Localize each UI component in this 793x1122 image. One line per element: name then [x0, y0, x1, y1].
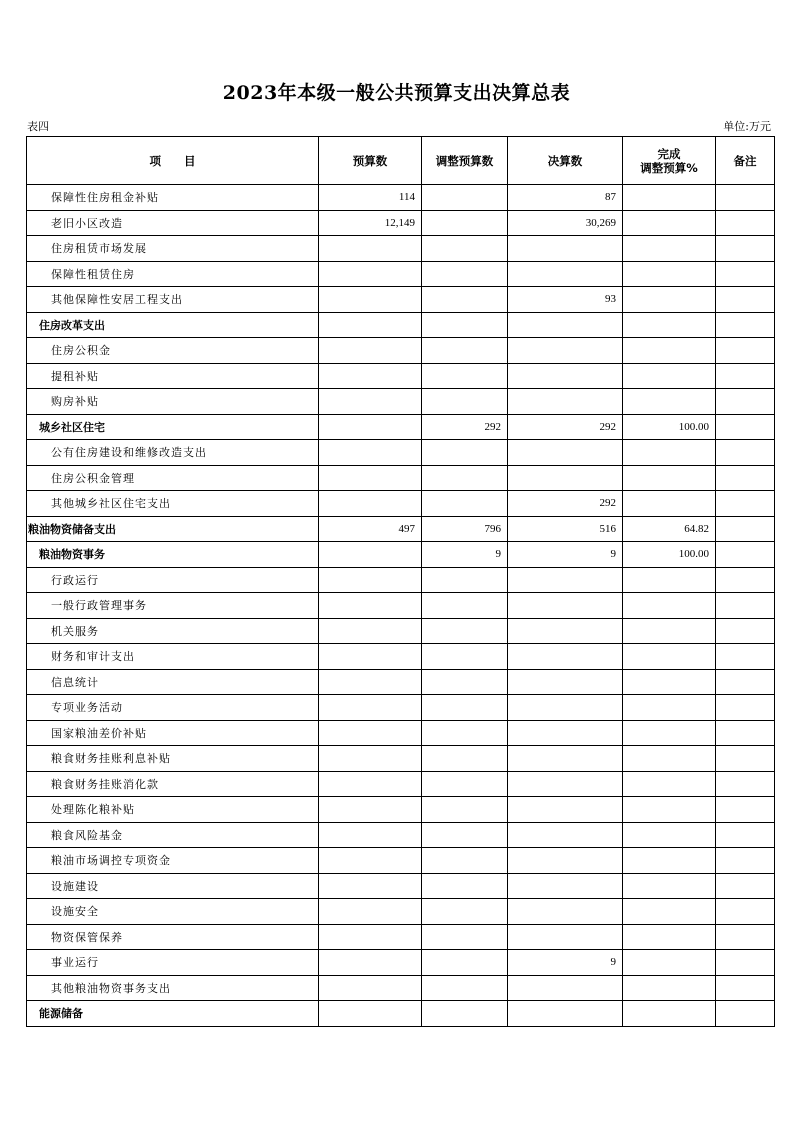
budget-cell	[319, 797, 422, 823]
unit-label: 单位:万元	[723, 120, 771, 133]
remark-cell	[716, 797, 775, 823]
final-account-cell	[508, 312, 623, 338]
remark-cell	[716, 848, 775, 874]
item-name-cell: 保障性租赁住房	[27, 261, 319, 287]
item-name-cell: 国家粮油差价补贴	[27, 720, 319, 746]
completion-rate-cell	[623, 899, 716, 925]
completion-rate-cell: 64.82	[623, 516, 716, 542]
adjusted-budget-cell	[422, 261, 508, 287]
adjusted-budget-cell	[422, 797, 508, 823]
item-name-cell: 公有住房建设和维修改造支出	[27, 440, 319, 466]
completion-rate-cell	[623, 695, 716, 721]
completion-rate-cell: 100.00	[623, 542, 716, 568]
remark-cell	[716, 287, 775, 313]
budget-cell	[319, 720, 422, 746]
item-name-cell: 粮油物资事务	[27, 542, 319, 568]
completion-rate-cell	[623, 950, 716, 976]
budget-cell	[319, 1001, 422, 1027]
budget-cell	[319, 363, 422, 389]
remark-cell	[716, 210, 775, 236]
completion-rate-cell	[623, 848, 716, 874]
budget-cell	[319, 465, 422, 491]
table-row	[27, 389, 775, 415]
final-account-cell	[508, 924, 623, 950]
item-name-cell: 事业运行	[27, 950, 319, 976]
final-account-cell	[508, 695, 623, 721]
remark-cell	[716, 491, 775, 517]
budget-cell	[319, 593, 422, 619]
completion-rate-cell	[623, 312, 716, 338]
completion-rate-cell	[623, 185, 716, 211]
item-name-cell: 其他粮油物资事务支出	[27, 975, 319, 1001]
final-account-cell	[508, 363, 623, 389]
item-name-cell: 机关服务	[27, 618, 319, 644]
adjusted-budget-cell	[422, 236, 508, 262]
header-adjusted-budget: 调整预算数	[422, 137, 508, 185]
table-row	[27, 822, 775, 848]
adjusted-budget-cell	[422, 465, 508, 491]
item-name-cell: 住房改革支出	[27, 312, 319, 338]
table-row	[27, 542, 775, 568]
adjusted-budget-cell	[422, 771, 508, 797]
item-name-cell: 一般行政管理事务	[27, 593, 319, 619]
header-row	[27, 137, 775, 185]
remark-cell	[716, 414, 775, 440]
final-account-cell	[508, 593, 623, 619]
remark-cell	[716, 618, 775, 644]
table-row	[27, 899, 775, 925]
item-name-cell: 粮食财务挂账消化款	[27, 771, 319, 797]
budget-cell	[319, 414, 422, 440]
remark-cell	[716, 695, 775, 721]
item-name-cell: 老旧小区改造	[27, 210, 319, 236]
item-name-cell: 城乡社区住宅	[27, 414, 319, 440]
adjusted-budget-cell: 292	[422, 414, 508, 440]
table-row	[27, 287, 775, 313]
final-account-cell	[508, 440, 623, 466]
adjusted-budget-cell	[422, 312, 508, 338]
table-row	[27, 593, 775, 619]
budget-cell: 114	[319, 185, 422, 211]
final-account-cell	[508, 771, 623, 797]
budget-cell	[319, 236, 422, 262]
final-account-cell	[508, 567, 623, 593]
final-account-cell	[508, 720, 623, 746]
completion-rate-cell	[623, 924, 716, 950]
table-row	[27, 618, 775, 644]
adjusted-budget-cell	[422, 950, 508, 976]
final-account-cell: 292	[508, 414, 623, 440]
budget-cell	[319, 924, 422, 950]
completion-rate-cell	[623, 669, 716, 695]
remark-cell	[716, 975, 775, 1001]
final-account-cell	[508, 644, 623, 670]
budget-cell: 497	[319, 516, 422, 542]
adjusted-budget-cell	[422, 975, 508, 1001]
table-row	[27, 771, 775, 797]
adjusted-budget-cell	[422, 1001, 508, 1027]
completion-rate-cell	[623, 593, 716, 619]
final-account-cell	[508, 669, 623, 695]
budget-cell	[319, 950, 422, 976]
completion-rate-cell	[623, 363, 716, 389]
table-row	[27, 924, 775, 950]
remark-cell	[716, 899, 775, 925]
budget-cell	[319, 822, 422, 848]
remark-cell	[716, 185, 775, 211]
header-completion-line1: 完成	[657, 146, 681, 161]
item-name-cell: 物资保管保养	[27, 924, 319, 950]
final-account-cell	[508, 618, 623, 644]
header-item: 项 目	[27, 137, 319, 185]
completion-rate-cell	[623, 771, 716, 797]
completion-rate-cell	[623, 975, 716, 1001]
final-account-cell	[508, 465, 623, 491]
budget-cell	[319, 771, 422, 797]
budget-cell	[319, 746, 422, 772]
item-name-cell: 行政运行	[27, 567, 319, 593]
item-name-cell: 能源储备	[27, 1001, 319, 1027]
table-row	[27, 975, 775, 1001]
final-account-cell	[508, 797, 623, 823]
final-account-cell	[508, 975, 623, 1001]
budget-cell	[319, 873, 422, 899]
final-account-cell	[508, 338, 623, 364]
table-number: 表四	[27, 120, 49, 133]
header-final-account: 决算数	[508, 137, 623, 185]
remark-cell	[716, 669, 775, 695]
final-account-cell: 9	[508, 542, 623, 568]
header-remark: 备注	[716, 137, 775, 185]
final-account-cell	[508, 389, 623, 415]
item-name-cell: 购房补贴	[27, 389, 319, 415]
item-name-cell: 住房租赁市场发展	[27, 236, 319, 262]
completion-rate-cell	[623, 618, 716, 644]
budget-cell	[319, 695, 422, 721]
completion-rate-cell: 100.00	[623, 414, 716, 440]
adjusted-budget-cell	[422, 695, 508, 721]
remark-cell	[716, 950, 775, 976]
budget-cell: 12,149	[319, 210, 422, 236]
remark-cell	[716, 236, 775, 262]
header-completion-line2: 调整预算%	[640, 160, 698, 175]
item-name-cell: 专项业务活动	[27, 695, 319, 721]
completion-rate-cell	[623, 210, 716, 236]
completion-rate-cell	[623, 465, 716, 491]
table-row	[27, 210, 775, 236]
header-completion-rate	[623, 137, 716, 185]
adjusted-budget-cell	[422, 389, 508, 415]
table-row	[27, 491, 775, 517]
item-name-cell: 粮油物资储备支出	[27, 516, 319, 542]
final-account-cell	[508, 899, 623, 925]
remark-cell	[716, 363, 775, 389]
completion-rate-cell	[623, 873, 716, 899]
table-row	[27, 746, 775, 772]
expenditure-table	[26, 136, 775, 1027]
completion-rate-cell	[623, 261, 716, 287]
budget-cell	[319, 542, 422, 568]
final-account-cell	[508, 236, 623, 262]
remark-cell	[716, 389, 775, 415]
final-account-cell: 30,269	[508, 210, 623, 236]
remark-cell	[716, 567, 775, 593]
item-name-cell: 其他保障性安居工程支出	[27, 287, 319, 313]
final-account-cell: 9	[508, 950, 623, 976]
table-row	[27, 261, 775, 287]
table-row	[27, 185, 775, 211]
adjusted-budget-cell	[422, 185, 508, 211]
final-account-cell	[508, 1001, 623, 1027]
adjusted-budget-cell	[422, 363, 508, 389]
table-row	[27, 1001, 775, 1027]
completion-rate-cell	[623, 1001, 716, 1027]
remark-cell	[716, 440, 775, 466]
final-account-cell: 93	[508, 287, 623, 313]
adjusted-budget-cell	[422, 720, 508, 746]
item-name-cell: 信息统计	[27, 669, 319, 695]
completion-rate-cell	[623, 338, 716, 364]
adjusted-budget-cell	[422, 338, 508, 364]
budget-cell	[319, 567, 422, 593]
adjusted-budget-cell	[422, 618, 508, 644]
adjusted-budget-cell	[422, 924, 508, 950]
table-row	[27, 950, 775, 976]
remark-cell	[716, 465, 775, 491]
adjusted-budget-cell	[422, 669, 508, 695]
adjusted-budget-cell	[422, 593, 508, 619]
table-row	[27, 465, 775, 491]
final-account-cell	[508, 746, 623, 772]
budget-cell	[319, 975, 422, 1001]
remark-cell	[716, 644, 775, 670]
budget-cell	[319, 287, 422, 313]
budget-cell	[319, 899, 422, 925]
item-name-cell: 粮食财务挂账利息补贴	[27, 746, 319, 772]
budget-cell	[319, 644, 422, 670]
remark-cell	[716, 873, 775, 899]
completion-rate-cell	[623, 389, 716, 415]
remark-cell	[716, 312, 775, 338]
remark-cell	[716, 1001, 775, 1027]
adjusted-budget-cell: 796	[422, 516, 508, 542]
adjusted-budget-cell	[422, 567, 508, 593]
table-row	[27, 338, 775, 364]
completion-rate-cell	[623, 287, 716, 313]
table-row	[27, 797, 775, 823]
table-row	[27, 363, 775, 389]
budget-cell	[319, 491, 422, 517]
completion-rate-cell	[623, 440, 716, 466]
item-name-cell: 住房公积金管理	[27, 465, 319, 491]
adjusted-budget-cell	[422, 873, 508, 899]
final-account-cell	[508, 261, 623, 287]
item-name-cell: 财务和审计支出	[27, 644, 319, 670]
table-row	[27, 848, 775, 874]
document-title: 2023年本级一般公共预算支出决算总表	[222, 82, 571, 104]
adjusted-budget-cell	[422, 287, 508, 313]
completion-rate-cell	[623, 720, 716, 746]
remark-cell	[716, 924, 775, 950]
item-name-cell: 住房公积金	[27, 338, 319, 364]
remark-cell	[716, 542, 775, 568]
adjusted-budget-cell	[422, 210, 508, 236]
remark-cell	[716, 720, 775, 746]
header-budget: 预算数	[319, 137, 422, 185]
budget-cell	[319, 618, 422, 644]
adjusted-budget-cell	[422, 644, 508, 670]
completion-rate-cell	[623, 797, 716, 823]
completion-rate-cell	[623, 822, 716, 848]
table-row	[27, 567, 775, 593]
remark-cell	[716, 771, 775, 797]
completion-rate-cell	[623, 491, 716, 517]
completion-rate-cell	[623, 644, 716, 670]
table-row	[27, 516, 775, 542]
adjusted-budget-cell	[422, 746, 508, 772]
item-name-cell: 设施建设	[27, 873, 319, 899]
adjusted-budget-cell	[422, 822, 508, 848]
item-name-cell: 粮食风险基金	[27, 822, 319, 848]
final-account-cell	[508, 873, 623, 899]
table-row	[27, 695, 775, 721]
item-name-cell: 处理陈化粮补贴	[27, 797, 319, 823]
item-name-cell: 提租补贴	[27, 363, 319, 389]
table-row	[27, 720, 775, 746]
remark-cell	[716, 516, 775, 542]
adjusted-budget-cell	[422, 491, 508, 517]
item-name-cell: 设施安全	[27, 899, 319, 925]
final-account-cell	[508, 822, 623, 848]
budget-cell	[319, 261, 422, 287]
remark-cell	[716, 822, 775, 848]
item-name-cell: 保障性住房租金补贴	[27, 185, 319, 211]
table-row	[27, 669, 775, 695]
adjusted-budget-cell	[422, 440, 508, 466]
adjusted-budget-cell	[422, 848, 508, 874]
budget-cell	[319, 848, 422, 874]
table-row	[27, 644, 775, 670]
adjusted-budget-cell	[422, 899, 508, 925]
remark-cell	[716, 261, 775, 287]
completion-rate-cell	[623, 746, 716, 772]
budget-cell	[319, 338, 422, 364]
table-row	[27, 312, 775, 338]
item-name-cell: 其他城乡社区住宅支出	[27, 491, 319, 517]
final-account-cell: 516	[508, 516, 623, 542]
budget-cell	[319, 669, 422, 695]
budget-cell	[319, 440, 422, 466]
table-row	[27, 873, 775, 899]
final-account-cell: 87	[508, 185, 623, 211]
budget-cell	[319, 312, 422, 338]
final-account-cell: 292	[508, 491, 623, 517]
final-account-cell	[508, 848, 623, 874]
completion-rate-cell	[623, 236, 716, 262]
remark-cell	[716, 338, 775, 364]
item-name-cell: 粮油市场调控专项资金	[27, 848, 319, 874]
remark-cell	[716, 746, 775, 772]
table-body	[27, 185, 775, 1027]
adjusted-budget-cell: 9	[422, 542, 508, 568]
table-row	[27, 414, 775, 440]
remark-cell	[716, 593, 775, 619]
table-row	[27, 440, 775, 466]
table-row	[27, 236, 775, 262]
completion-rate-cell	[623, 567, 716, 593]
budget-cell	[319, 389, 422, 415]
